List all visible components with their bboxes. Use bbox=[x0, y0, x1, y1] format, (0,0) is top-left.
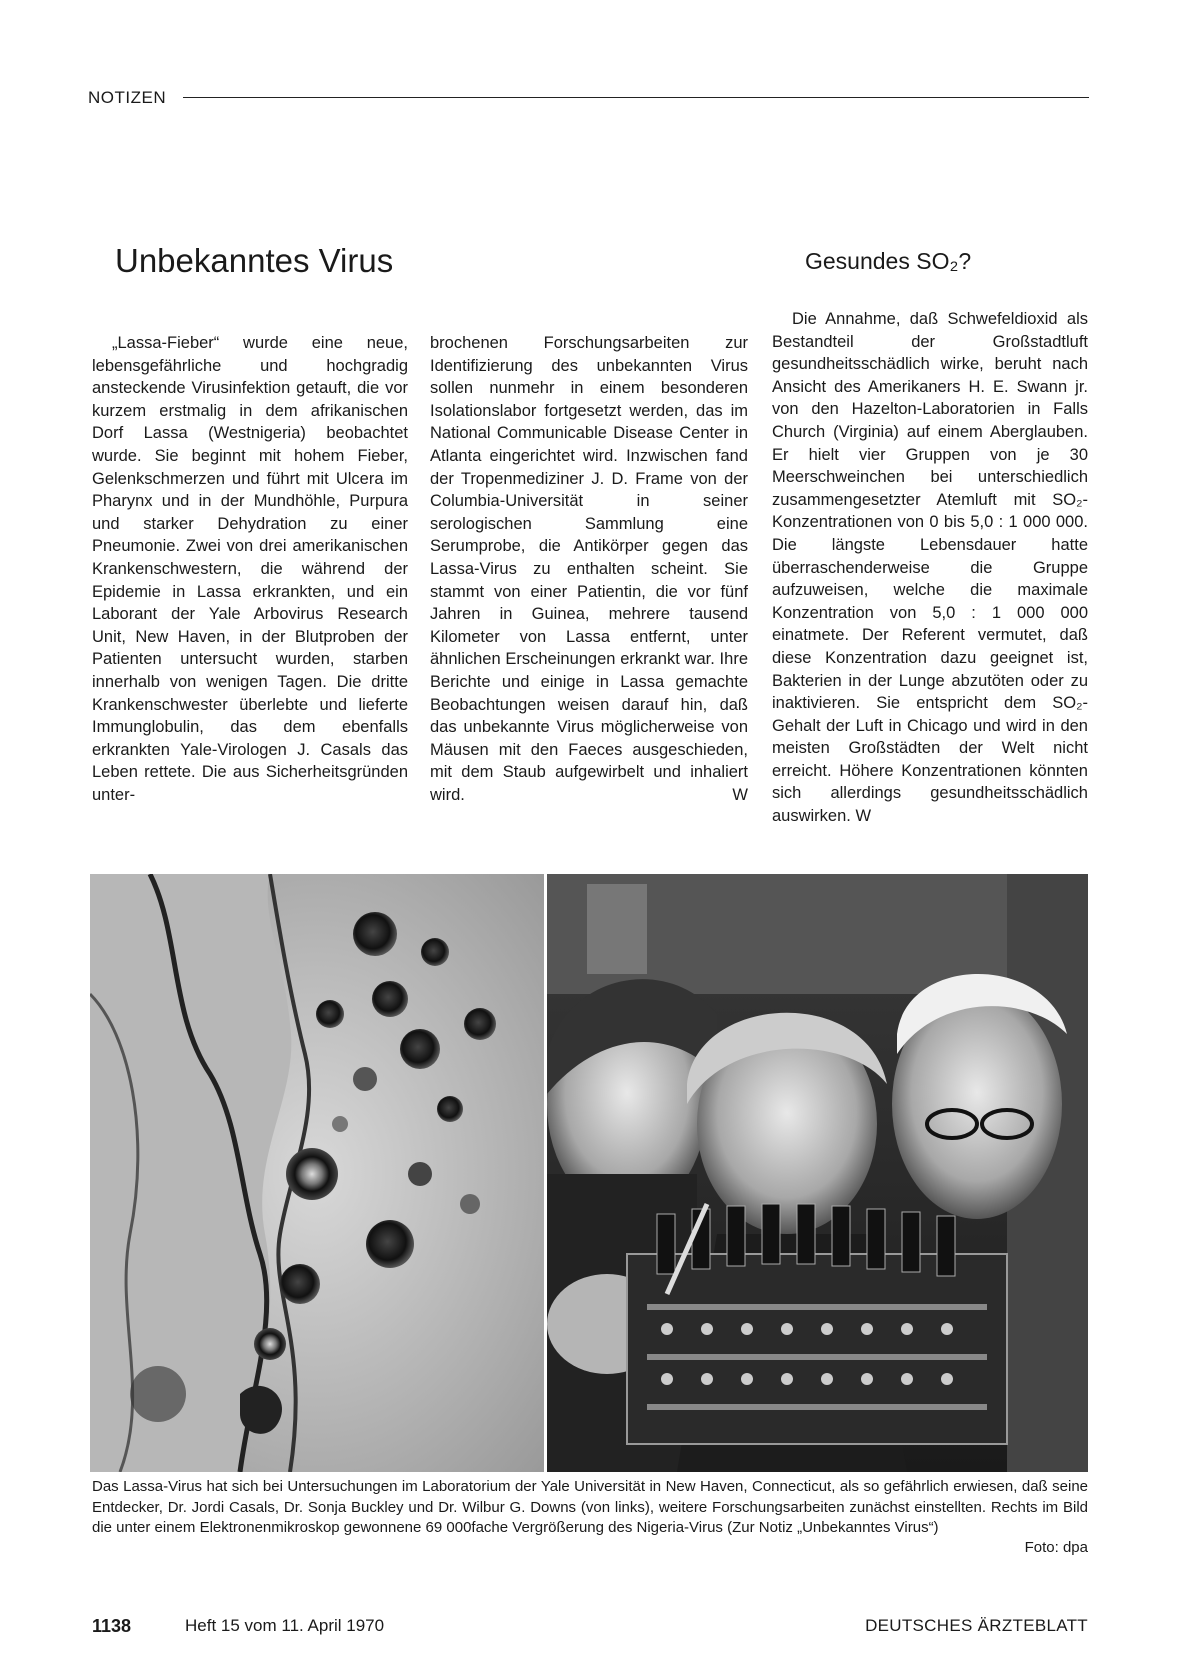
section-label: NOTIZEN bbox=[88, 88, 167, 107]
photo-credit: Foto: dpa bbox=[1024, 1539, 1088, 1556]
article-title-so2: Gesundes SO₂? bbox=[805, 248, 972, 274]
article-virus-text-2-body: brochenen Forschungsarbeiten zur Identifizierung des unbekannten Virus sollen nunmehr in einem besonderen Isolationslabor fortgesetzt werden, das im National Communicable Disease Center in Atlanta eingerichtet wird. Inzwischen fand der Tropenmediziner J. D. Frame von der Columbia-Universität in seiner serologischen Sammlung eine Serumprobe, die Antikörper gegen das Lassa-Virus zu enthalten scheint. Sie stammt von einer Patientin, die vor fünf Jahren in Guinea, mehrere tausend Kilometer von Lassa entfernt, unter ähnlichen Erscheinungen erkrankt war. Ihre Berichte und einige in Lassa gemachte Beobachtungen weisen darauf hin, daß das unbekannte Virus möglicherweise von Mäusen mit den Faeces ausgeschieden, mit dem Staub aufgewirbelt und inhaliert wird. bbox=[430, 334, 748, 804]
page-number: 1138 bbox=[92, 1616, 132, 1636]
article-virus-signature: W bbox=[732, 785, 748, 804]
header-rule bbox=[183, 97, 1089, 98]
journal-name: DEUTSCHES ÄRZTEBLATT bbox=[865, 1616, 1088, 1635]
article-so2-body: Die Annahme, daß Schwefeldioxid als Bestandteil der Großstadtluft gesundheitsschädlich wirke, beruht nach Ansicht des Amerikaners H. E. Swann jr. von den Hazelton-Laboratorien in Falls Church (Virginia) auf einem Aberglauben. Er hielt vier Gruppen von je 30 Meerschweinchen bei unterschiedlich zusammengesetzter Atemluft mit SO₂-Konzentrationen von 0 bis 5,0 : 1 000 000. Die längste Lebensdauer hatte überraschenderweise die Gruppe aufzuweisen, welche die maximale Konzentration von 5,0 : 1 000 000 einatmete. Der Referent vermutet, daß diese Konzentration dazu geeignet ist, Bakterien in der Lunge abzutöten oder zu inaktivieren. Sie entspricht dem SO₂-Gehalt der Luft in Chicago und wird in den meisten Großstädten der Welt nicht erreicht. Höhere Konzentrationen könnten sich allerdings gesundheitsschädlich auswirken. bbox=[772, 310, 1088, 826]
article-so2-signature: W bbox=[855, 807, 872, 826]
article-title-virus: Unbekanntes Virus bbox=[115, 242, 394, 279]
issue-info: Heft 15 vom 11. April 1970 bbox=[185, 1616, 385, 1635]
article-virus-text-2 bbox=[430, 332, 748, 806]
micrograph-photo bbox=[90, 874, 544, 1472]
article-virus-column-2 bbox=[430, 332, 748, 806]
article-virus-text-1: „Lassa-Fieber“ wurde eine neue, lebensgefährliche und hochgradig ansteckende Virusinfektion getauft, die vor kurzem erstmalig in dem afrikanischen Dorf Lassa (Westnigeria) beobachtet wurde. Sie beginnt mit hohem Fieber, Gelenkschmerzen und führt mit Ulcera im Pharynx und in der Mundhöhle, Purpura und starker Dehydration zu einer Pneumonie. Zwei von drei amerikanischen Krankenschwestern, die während der Epidemie in Lassa erkrankten, und ein Laborant der Yale Arbovirus Research Unit, New Haven, in der Blutproben der Patienten untersucht wurden, starben innerhalb von wenigen Tagen. Die dritte Krankenschwester überlebte und lieferte Immunglobulin, das dem ebenfalls erkrankten Yale-Virologen J. Casals das Leben rettete. Die aus Sicherheitsgründen unter- bbox=[92, 334, 408, 804]
photo-caption: Das Lassa-Virus hat sich bei Untersuchungen im Laboratorium der Yale Universität in New Haven, Connecticut, als so gefährlich erwiesen, daß seine Entdecker, Dr. Jordi Casals, Dr. Sonja Buckley und Dr. Wilbur G. Downs (von links), weitere Forschungsarbeiten zunächst einstellten. Rechts im Bild die unter einem Elektronenmikroskop gewonnene 69 000fache Vergrößerung des Nigeria-Virus (Zur Notiz „Unbekanntes Virus“) bbox=[92, 1478, 1088, 1536]
laboratory-photo bbox=[547, 874, 1088, 1472]
article-so2-text bbox=[772, 308, 1088, 828]
article-so2-column bbox=[772, 308, 1088, 828]
article-virus-column-1 bbox=[92, 332, 408, 806]
